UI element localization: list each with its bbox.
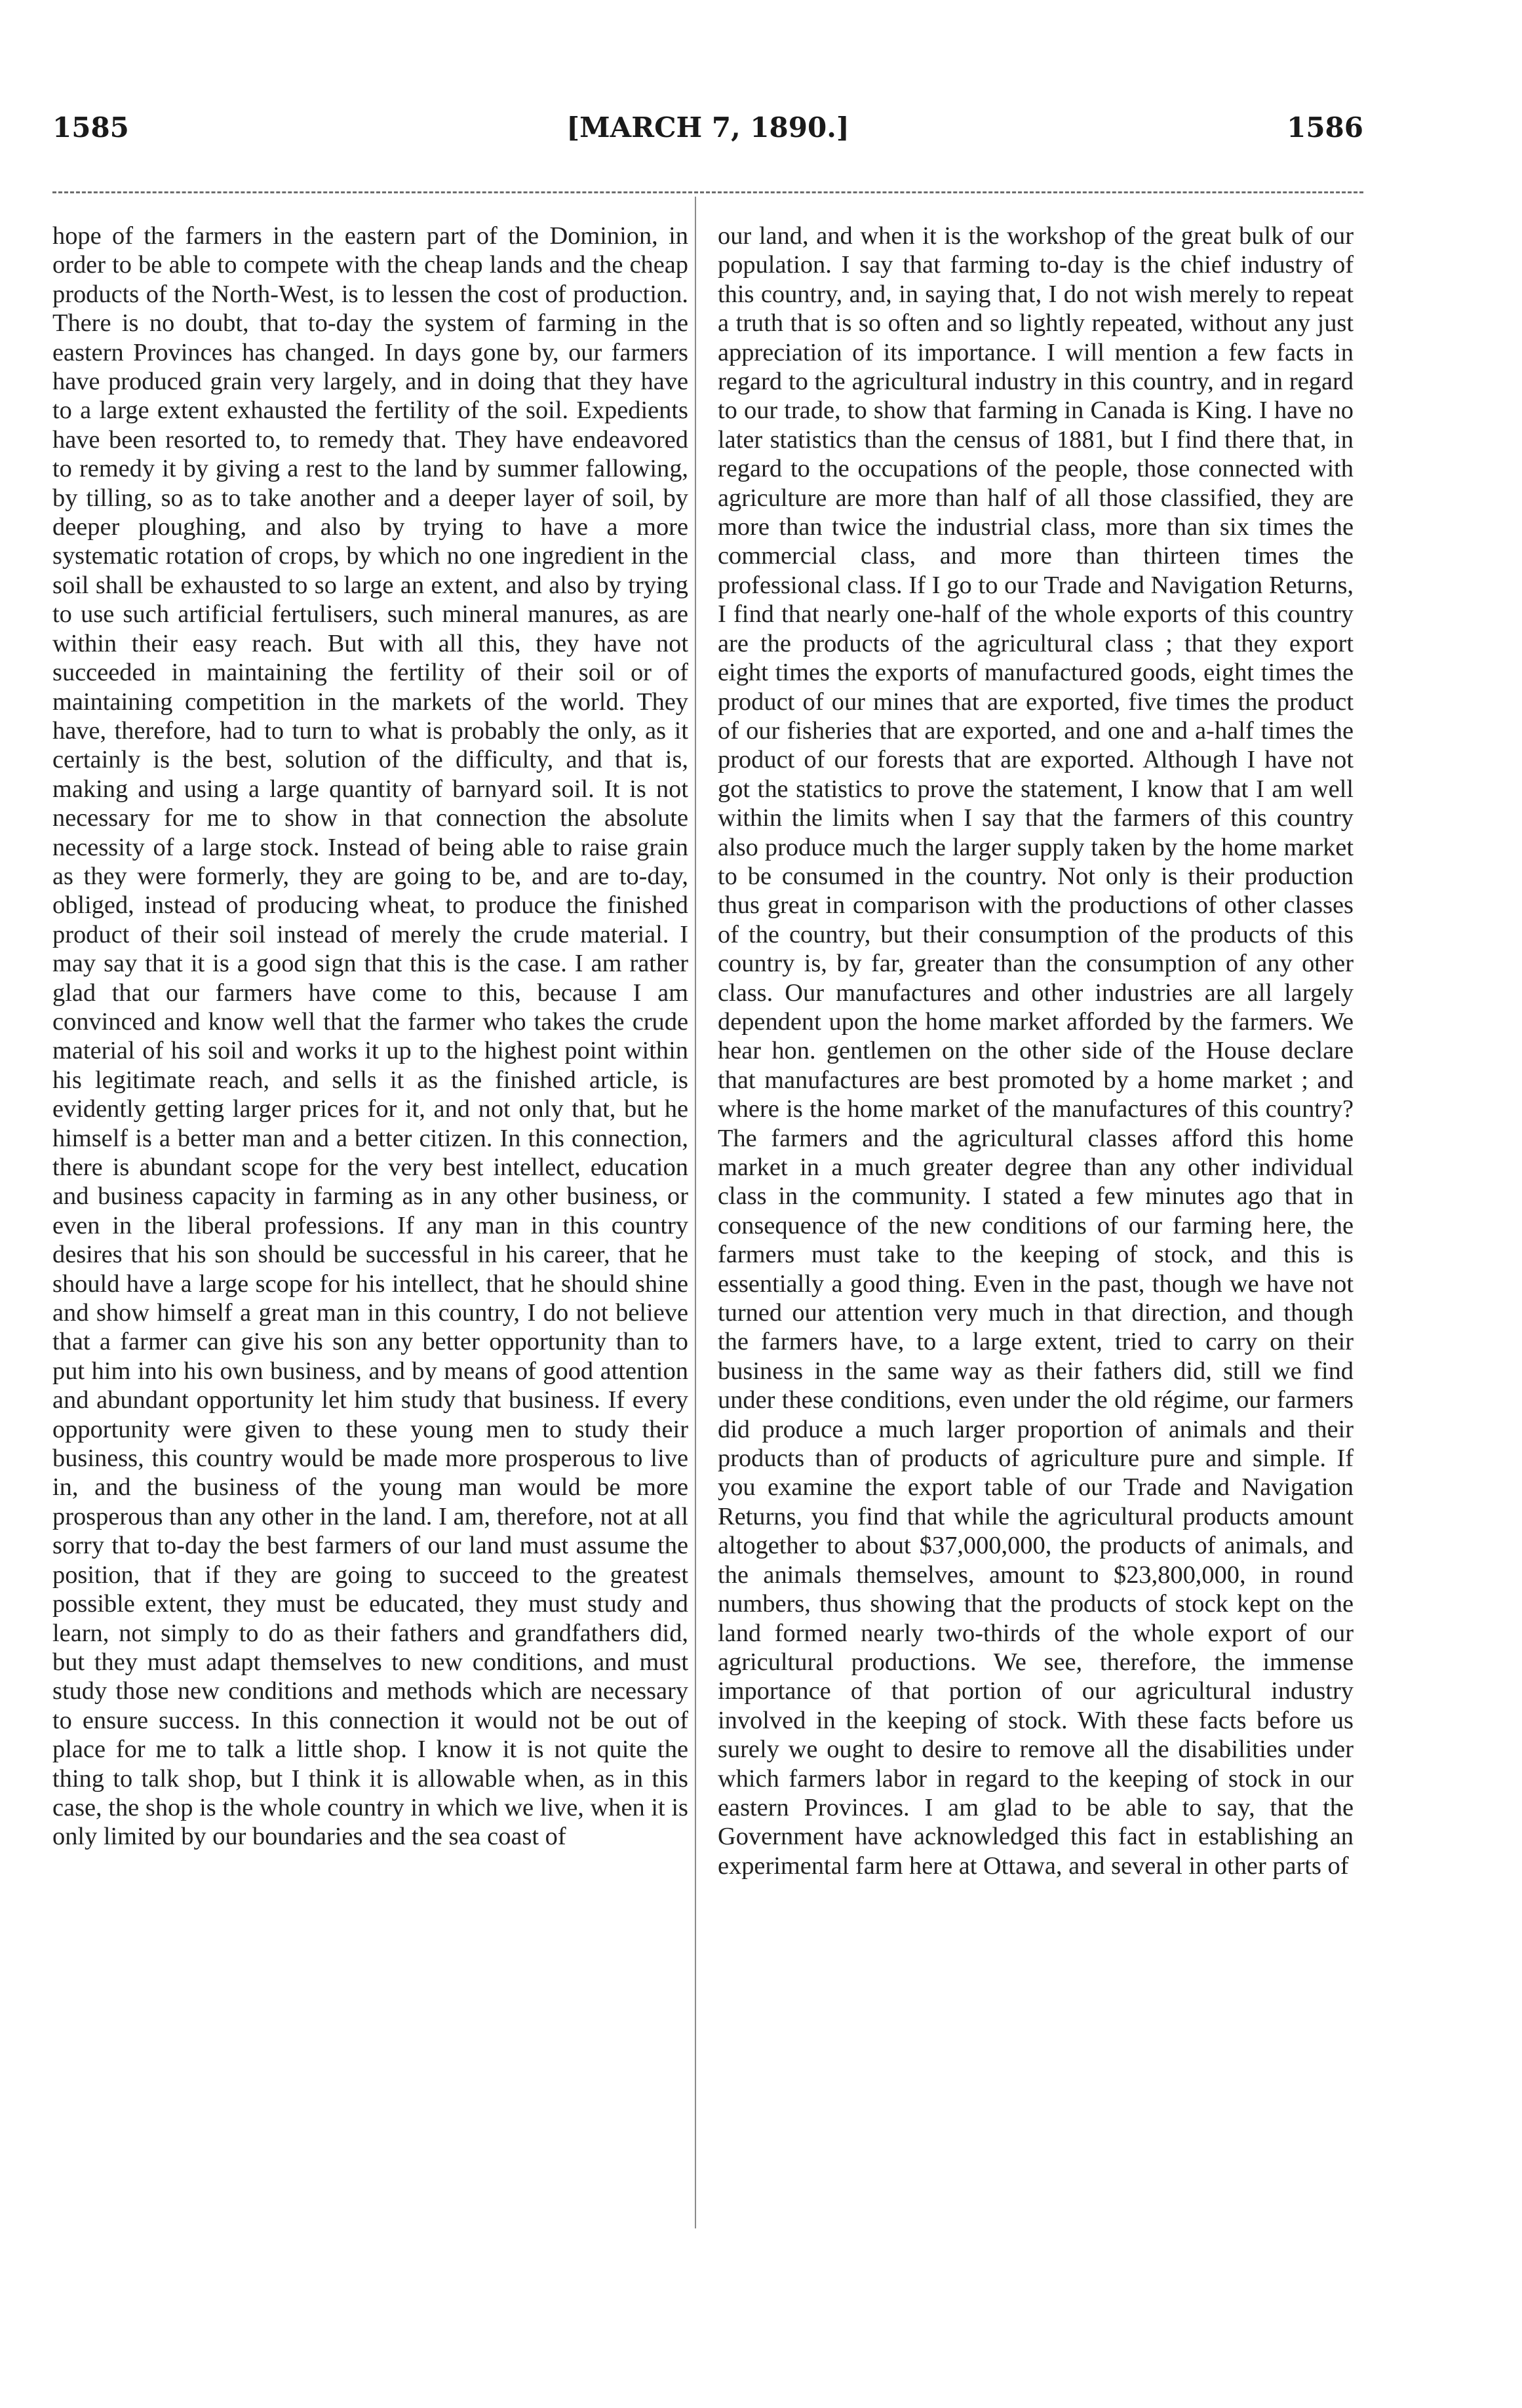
page-header: [52, 111, 1363, 157]
column-divider: [695, 197, 696, 2228]
left-column: [52, 222, 688, 2227]
right-column-text: our land, and when it is the workshop of the great bulk of our population. I say that farming to-day is the chief industry of this country, and, in saying that, I do not wish merely to repeat a truth that is so often and so lightly repeated, without any just appreciation of its importance. I will mention a few facts in regard to the agricultural industry in this country, and in regard to our trade, to show that farming in Canada is King. I have no later statistics than the census of 1881, but I find there that, in regard to the occupations of the people, those connected with agriculture are more than half of all those classified, they are more than twice the industrial class, more than six times the commercial class, and more than thirteen times the professional class. If I go to our Trade and Navigation Returns, I find that nearly one-half of the whole exports of this country are the products of the agricultural class ; that they export eight times the exports of manufactured goods, eight times the product of our mines that are exported, five times the product of our fisheries that are exported, and one and a-half times the product of our forests that are exported. Although I have not got the statistics to prove the statement, I know that I am well within the limits when I say that the farmers of this country also produce much the larger supply taken by the home market to be consumed in the country. Not only is their production thus great in comparison with the productions of other classes of the country, but their consumption of the products of this country is, by far, greater than the consumption of any other class. Our manufactures and other industries are all largely dependent upon the home market afforded by the farmers. We hear hon. gentlemen on the other side of the House declare that manufactures are best promoted by a home market ; and where is the home market of the manufactures of this country? The farmers and the agricultural classes afford this home market in a much greater degree than any other individual class in the community. I stated a few minutes ago that in consequence of the new conditions of our farming here, the farmers must take to the keeping of stock, and this is essentially a good thing. Even in the past, though we have not turned our attention very much in that direction, and though the farmers have, to a large extent, tried to carry on their business in the same way as their fathers did, still we find under these conditions, even under the old régime, our farmers did produce a much larger proportion of animals and their products than of products of agriculture pure and simple. If you examine the export table of our Trade and Navigation Returns, you find that while the agricultural products amount altogether to about $37,000,000, the products of animals, and the animals themselves, amount to $23,800,000, in round numbers, thus showing that the products of stock kept on the land formed nearly two-thirds of the whole export of our agricultural productions. We see, therefore, the immense importance of that portion of our agricultural industry involved in the keeping of stock. With these facts before us surely we ought to desire to remove all the disabilities under which farmers labor in regard to the keeping of stock in our eastern Provinces. I am glad to be able to say, that the Government have acknowledged this fact in establishing an experimental farm here at Ottawa, and several in other parts of: [718, 222, 1354, 1880]
header-date: [MARCH 7, 1890.]: [566, 111, 849, 144]
left-page-number: 1585: [52, 111, 129, 144]
right-page-number: 1586: [1287, 111, 1363, 144]
left-column-text: hope of the farmers in the eastern part of the Dominion, in order to be able to compete with the cheap lands and the cheap products of the North-West, is to lessen the cost of production. There is no doubt, that to-day the system of farming in the eastern Provinces has changed. In days gone by, our farmers have produced grain very largely, and in doing that they have to a large extent exhausted the fertility of the soil. Expedients have been resorted to, to remedy that. They have endeavored to remedy it by giving a rest to the land by summer fallowing, by tilling, so as to take another and a deeper layer of soil, by deeper ploughing, and also by trying to have a more systematic rotation of crops, by which no one ingredient in the soil shall be exhausted to so large an extent, and also by trying to use such artificial fertulisers, such mineral manures, as are within their easy reach. But with all this, they have not succeeded in maintaining the fertility of their soil or of maintaining competition in the markets of the world. They have, therefore, had to turn to what is probably the only, as it certainly is the best, solution of the difficulty, and that is, making and using a large quantity of barnyard soil. It is not necessary for me to show in that connection the absolute necessity of a large stock. Instead of being able to raise grain as they were formerly, they are going to be, and are to-day, obliged, instead of producing wheat, to produce the finished product of their soil instead of merely the crude material. I may say that it is a good sign that this is the case. I am rather glad that our farmers have come to this, because I am convinced and know well that the farmer who takes the crude material of his soil and works it up to the highest point within his legitimate reach, and sells it as the finished article, is evidently getting larger prices for it, and not only that, but he himself is a better man and a better citizen. In this connection, there is abundant scope for the very best intellect, education and business capacity in farming as in any other business, or even in the liberal professions. If any man in this country desires that his son should be successful in his career, that he should have a large scope for his intellect, that he should shine and show himself a great man in this country, I do not believe that a farmer can give his son any better opportunity than to put him into his own business, and by means of good attention and abundant opportunity let him study that business. If every opportunity were given to these young men to study their business, this country would be made more prosperous to live in, and the business of the young man would be more prosperous than any other in the land. I am, therefore, not at all sorry that to-day the best farmers of our land must assume the position, that if they are going to succeed to the greatest possible extent, they must be educated, they must study and learn, not simply to do as their fathers and grandfathers did, but they must adapt themselves to new conditions, and must study those new conditions and methods which are necessary to ensure success. In this connection it would not be out of place for me to talk a little shop. I know it is not quite the thing to talk shop, but I think it is allowable when, as in this case, the shop is the whole country in which we live, when it is only limited by our boundaries and the sea coast of: [52, 222, 688, 1851]
right-column: [718, 222, 1354, 2227]
header-rule: [52, 191, 1363, 193]
